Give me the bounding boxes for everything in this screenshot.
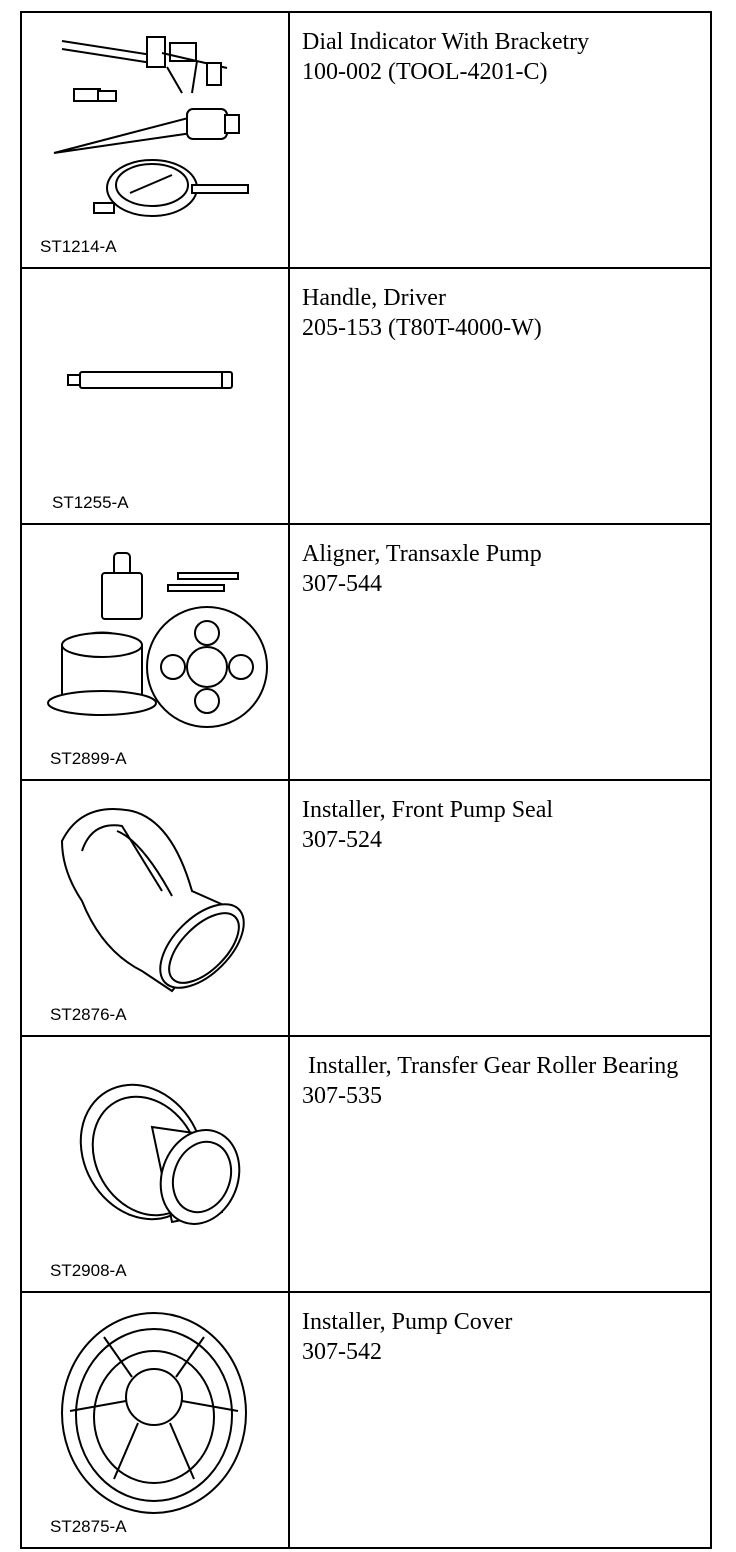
tool-illustration-cell (21, 1292, 289, 1548)
tool-image-code: ST1214-A (40, 237, 117, 256)
tool-illustration-cell (21, 268, 289, 524)
seal-installer-icon (22, 781, 288, 1036)
tool-number: 307-524 (302, 827, 382, 853)
tool-name: Installer, Transfer Gear Roller Bearing (302, 1053, 679, 1079)
tool-row (21, 12, 711, 268)
tool-illustration-cell (21, 12, 289, 268)
tool-name: Aligner, Transaxle Pump (302, 541, 542, 567)
tool-illustration-cell (21, 524, 289, 780)
tool-description-cell (289, 524, 711, 780)
tool-number: 307-542 (302, 1339, 382, 1365)
tool-row (21, 1036, 711, 1292)
tool-name: Dial Indicator With Bracketry (302, 29, 590, 55)
tool-illustration-cell (21, 780, 289, 1036)
tool-image-code: ST2908-A (50, 1261, 127, 1280)
tool-row (21, 524, 711, 780)
dial-indicator-icon (22, 13, 288, 268)
tool-image-code: ST2876-A (50, 1005, 127, 1024)
driver-handle-icon (22, 269, 288, 524)
tool-image-code: ST2899-A (50, 749, 127, 768)
tool-description-cell (289, 780, 711, 1036)
tool-name: Installer, Pump Cover (302, 1309, 513, 1335)
tool-number: 307-535 (302, 1083, 382, 1109)
tool-description-cell (289, 1292, 711, 1548)
tool-description-cell (289, 1036, 711, 1292)
tool-row (21, 1292, 711, 1548)
pump-aligner-icon (22, 525, 288, 780)
tool-number: 205-153 (T80T-4000-W) (302, 315, 542, 341)
tool-row (21, 780, 711, 1036)
tool-description-cell (289, 12, 711, 268)
pump-cover-installer-icon (22, 1293, 288, 1548)
tool-name: Handle, Driver (302, 285, 446, 311)
tool-image-code: ST1255-A (52, 493, 129, 512)
special-tools-table (20, 11, 712, 1549)
bearing-installer-icon (22, 1037, 288, 1292)
tool-description-cell (289, 268, 711, 524)
tool-image-code: ST2875-A (50, 1517, 127, 1536)
tool-illustration-cell (21, 1036, 289, 1292)
tool-row (21, 268, 711, 524)
tool-name: Installer, Front Pump Seal (302, 797, 554, 823)
tool-number: 307-544 (302, 571, 382, 597)
tool-number: 100-002 (TOOL-4201-C) (302, 59, 548, 85)
